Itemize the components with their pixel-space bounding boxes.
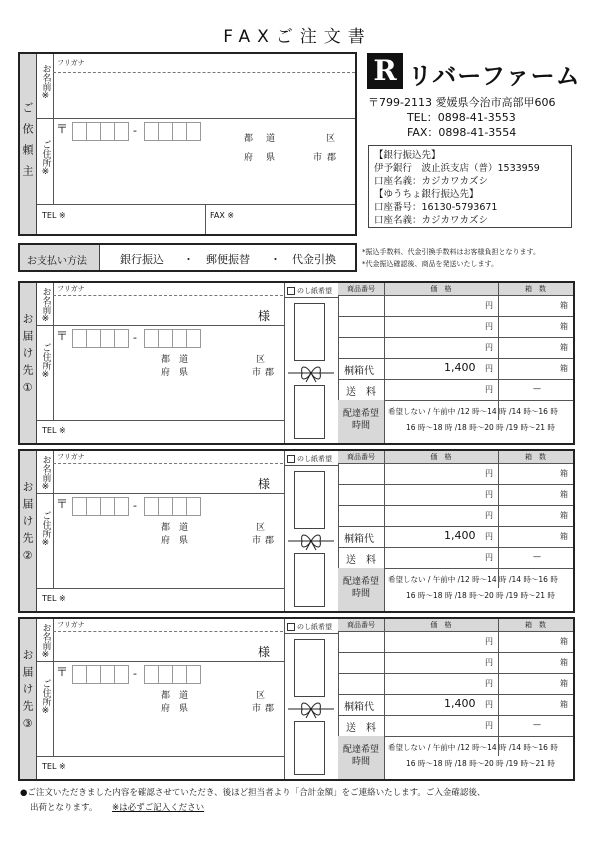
payment-option-postal[interactable]: 郵便振替 [206,253,250,266]
postal-code-field-1[interactable] [72,329,128,348]
tel-label: TEL ※ [42,211,66,220]
name-label: お名前※ [40,287,51,324]
name-label: お名前※ [40,64,51,101]
page-title: FAXご注文書 [223,27,372,47]
delivery-box-3: お届け先③ お名前※ フリガナ 様 ご住所※ 〒 - 都 道 府 県 区 市 郡 TEL ※ のし紙希望 商品番号 価 格 箱 数 円 箱 円 箱 円 箱 桐箱代 1,400 円 箱 送 料 円 — 配達希望 時間 希望しない / 午前中 /12 時〜14 時 /14 時〜16 時 16 時〜18 時 /18 時〜20 時 /19 時〜21 時 [18,617,575,781]
sama-label: 様 [258,309,271,323]
company-fax: FAX：0898-41-3554 [407,126,517,139]
company-address: 〒799-2113 愛媛県今治市高部甲606 [368,96,556,109]
shipping-label: 送 料 [346,387,376,398]
requester-label: ご依頼主 [21,102,34,186]
order-row-1[interactable]: 円 箱 [485,469,568,478]
col-product-number: 商品番号 [338,619,384,631]
noshi-mizuhiki-icon [284,363,338,383]
kiribako-price: 1,400 [444,697,476,710]
postal-code-field-1[interactable] [72,665,128,684]
kiribako-row[interactable]: 桐箱代 1,400 円 箱 [344,361,568,377]
shipping-row[interactable]: 送 料 円 — [346,720,541,734]
furigana-label: フリガナ [57,59,85,67]
order-row-1[interactable]: 円 箱 [485,637,568,646]
order-row-2[interactable]: 円 箱 [485,490,568,499]
shipping-label: 送 料 [346,555,376,566]
postal-mark: 〒 [56,122,69,136]
delivery-label: お届け先① [21,313,34,400]
payment-option-bank[interactable]: 銀行振込 [120,253,164,266]
required-note: ※は必ずご記入ください [112,803,205,813]
order-row-3[interactable]: 円 箱 [485,343,568,352]
payment-method-box: お支払い方法 銀行振込 ・ 郵便振替 ・ 代金引換 [18,243,357,272]
col-price: 価 格 [384,619,498,631]
tel-label: TEL ※ [42,594,66,603]
delivery-label: お届け先③ [21,649,34,736]
delivery-label: お届け先② [21,481,34,568]
kiribako-label: 桐箱代 [344,366,374,377]
shipping-label: 送 料 [346,723,376,734]
delivery-box-2: お届け先② お名前※ フリガナ 様 ご住所※ 〒 - 都 道 府 県 区 市 郡 TEL ※ のし紙希望 商品番号 価 格 箱 数 円 箱 円 箱 円 箱 桐箱代 1,400 円 箱 送 料 円 — 配達希望 時間 希望しない / 午前中 /12 時〜14 時 /14 時〜16 時 16 時〜18 時 /18 時〜20 時 /19 時〜21 時 [18,449,575,613]
noshi-checkbox-label[interactable]: のし紙希望 [287,286,332,296]
noshi-checkbox-label[interactable]: のし紙希望 [287,454,332,464]
name-label: お名前※ [40,623,51,660]
requester-box: ご依頼主 お名前※ フリガナ ご住所※ 〒 - 都 道 府 県 区 市 郡 TEL ※ FAX ※ [18,52,357,236]
noshi-mizuhiki-icon [284,531,338,551]
payment-label: お支払い方法 [27,256,87,267]
note-shipping: *代金振込確認後、商品を発送いたします。 [362,260,498,268]
note-fees: *振込手数料、代金引換手数料はお客様負担となります。 [362,248,540,256]
sama-label: 様 [258,477,271,491]
noshi-checkbox[interactable] [287,287,295,295]
footer-note-1: ●ご注文いただきました内容を確認させていただき、後ほど担当者より「合計金額」をご連絡いたします。ご入金確認後、 [20,788,486,798]
shipping-row[interactable]: 送 料 円 — [346,552,541,566]
col-product-number: 商品番号 [338,451,384,463]
col-price: 価 格 [384,283,498,295]
order-row-3[interactable]: 円 箱 [485,511,568,520]
address-label: ご住所※ [40,343,51,380]
kiribako-label: 桐箱代 [344,702,374,713]
postal-code-field-2[interactable] [144,497,200,516]
kiribako-price: 1,400 [444,529,476,542]
col-boxes: 箱 数 [498,283,573,295]
noshi-sample-top [294,471,325,529]
fax-label: FAX ※ [210,211,235,220]
postal-code-field-1[interactable] [72,497,128,516]
delivery-time-options-2[interactable]: 16 時〜18 時 /18 時〜20 時 /19 時〜21 時 [406,591,555,600]
noshi-sample-bottom [294,385,325,439]
tel-label: TEL ※ [42,426,66,435]
noshi-sample-top [294,303,325,361]
sama-label: 様 [258,645,271,659]
address-label: ご住所※ [40,511,51,548]
noshi-checkbox[interactable] [287,455,295,463]
bank-info-box: 【銀行振込先】 伊予銀行 波止浜支店（普）1533959 口座名義：カジカワカズシ 【ゆうちょ銀行振込先】 口座番号：16130-5793671 口座名義：カジカワカズシ [368,145,572,228]
delivery-time-label: 配達希望 時間 [338,400,384,443]
col-boxes: 箱 数 [498,619,573,631]
kiribako-price: 1,400 [444,361,476,374]
delivery-time-options-2[interactable]: 16 時〜18 時 /18 時〜20 時 /19 時〜21 時 [406,759,555,768]
furigana-label: フリガナ [57,285,85,293]
delivery-time-options-1[interactable]: 希望しない / 午前中 /12 時〜14 時 /14 時〜16 時 [388,575,558,584]
postal-code-field-2[interactable] [144,329,200,348]
address-label: ご住所※ [40,140,51,177]
delivery-time-options-1[interactable]: 希望しない / 午前中 /12 時〜14 時 /14 時〜16 時 [388,407,558,416]
footer-note-2: 出荷となります。 ※は必ずご記入ください [30,803,205,813]
shipping-row[interactable]: 送 料 円 — [346,384,541,398]
order-row-1[interactable]: 円 箱 [485,301,568,310]
kiribako-row[interactable]: 桐箱代 1,400 円 箱 [344,697,568,713]
postal-code-field-2[interactable] [144,122,200,141]
kiribako-row[interactable]: 桐箱代 1,400 円 箱 [344,529,568,545]
delivery-time-options-1[interactable]: 希望しない / 午前中 /12 時〜14 時 /14 時〜16 時 [388,743,558,752]
noshi-checkbox-label[interactable]: のし紙希望 [287,622,332,632]
noshi-checkbox[interactable] [287,623,295,631]
company-logo-mark: R [367,53,403,89]
delivery-box-1: お届け先① お名前※ フリガナ 様 ご住所※ 〒 - 都 道 府 県 区 市 郡 TEL ※ のし紙希望 商品番号 価 格 箱 数 円 箱 円 箱 円 箱 桐箱代 1,400 円 箱 送 料 円 — 配達希望 時間 希望しない / 午前中 /12 時〜14 時 /14 時〜16 時 16 時〜18 時 /18 時〜20 時 /19 時〜21 時 [18,281,575,445]
company-tel: TEL：0898-41-3553 [407,111,516,124]
order-row-3[interactable]: 円 箱 [485,679,568,688]
delivery-time-label: 配達希望 時間 [338,736,384,779]
noshi-mizuhiki-icon [284,699,338,719]
col-price: 価 格 [384,451,498,463]
noshi-sample-bottom [294,553,325,607]
col-boxes: 箱 数 [498,451,573,463]
order-row-2[interactable]: 円 箱 [485,322,568,331]
order-row-2[interactable]: 円 箱 [485,658,568,667]
address-label: ご住所※ [40,679,51,716]
tel-label: TEL ※ [42,762,66,771]
furigana-label: フリガナ [57,621,85,629]
name-label: お名前※ [40,455,51,492]
col-product-number: 商品番号 [338,283,384,295]
payment-option-cod[interactable]: 代金引換 [292,253,336,266]
noshi-sample-bottom [294,721,325,775]
delivery-time-options-2[interactable]: 16 時〜18 時 /18 時〜20 時 /19 時〜21 時 [406,423,555,432]
postal-code-field-2[interactable] [144,665,200,684]
company-name: リバーファーム [408,62,581,90]
kiribako-label: 桐箱代 [344,534,374,545]
postal-code-field-1[interactable] [72,122,128,141]
noshi-sample-top [294,639,325,697]
furigana-label: フリガナ [57,453,85,461]
delivery-time-label: 配達希望 時間 [338,568,384,611]
